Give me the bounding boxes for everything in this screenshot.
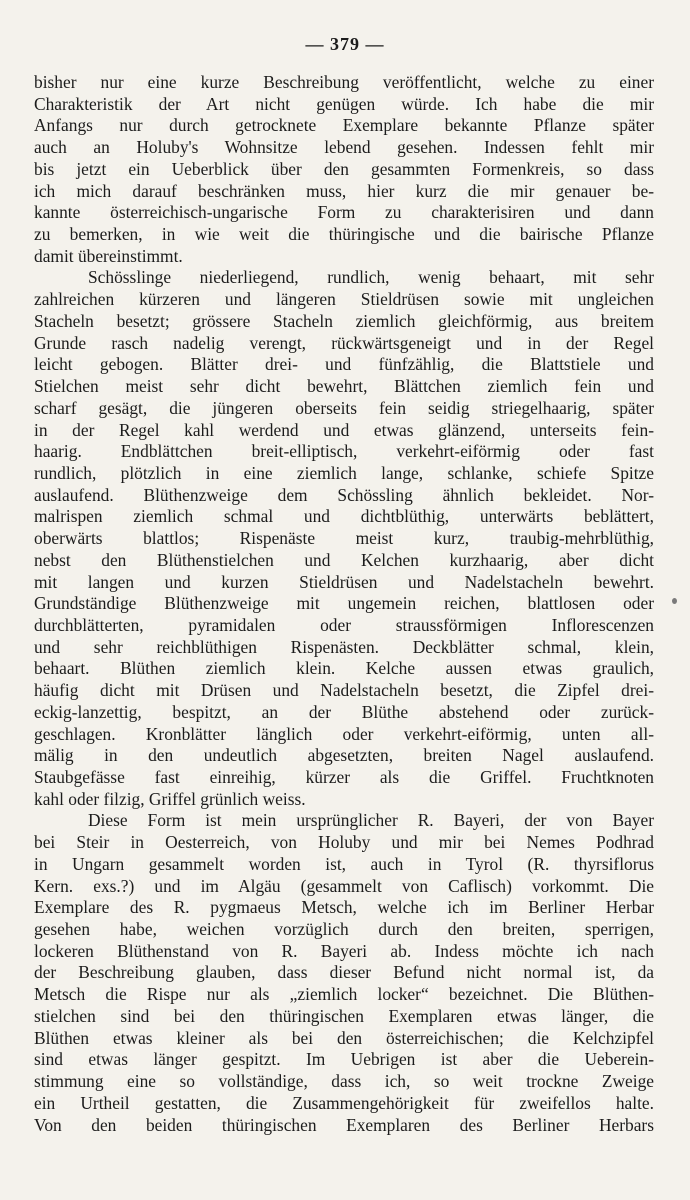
paragraph — [34, 72, 654, 267]
text-line: oberwärts blattlos; Rispenäste meist kurz, traubig-mehrblüthig, — [34, 528, 654, 549]
text-line: sind etwas länger gespitzt. Im Uebrigen ist aber die Ueberein- — [34, 1049, 654, 1070]
text-line: und sehr reichblüthigen Rispenästen. Deckblätter schmal, klein, — [34, 636, 654, 657]
text-line: Grundständige Blüthenzweige mit ungemein reichen, blattlosen oder — [34, 593, 654, 614]
text-line: rundlich, plötzlich in eine ziemlich lange, schlanke, schiefe Spitze — [34, 462, 654, 483]
text-line: Kern. exs.?) und im Algäu (gesammelt von Caflisch) vorkommt. Die — [34, 875, 654, 896]
text-line: Metsch die Rispe nur als „ziemlich locker“ bezeichnet. Die Blüthen- — [34, 984, 654, 1005]
text-line: Stielchen meist sehr dicht bewehrt, Blättchen ziemlich fein und — [34, 376, 654, 397]
text-line: Von den beiden thüringischen Exemplaren des Berliner Herbars — [34, 1114, 654, 1135]
text-line: geschlagen. Kronblätter länglich oder verkehrt-eiförmig, unten all- — [34, 723, 654, 744]
text-line: Exemplare des R. pygmaeus Metsch, welche ich im Berliner Herbar — [34, 897, 654, 918]
text-line: scharf gesägt, die jüngeren oberseits fein seidig striegelhaarig, später — [34, 397, 654, 418]
text-line: lockeren Blüthenstand von R. Bayeri ab. Indess möchte ich nach — [34, 940, 654, 961]
text-line: damit übereinstimmt. — [34, 245, 183, 266]
text-line: durchblätterten, pyramidalen oder straussförmigen Inflorescenzen — [34, 614, 654, 635]
text-line: mit langen und kurzen Stieldrüsen und Nadelstacheln bewehrt. — [34, 571, 654, 592]
text-line: in Ungarn gesammelt worden ist, auch in Tyrol (R. thyrsiflorus — [34, 853, 654, 874]
text-line: auslaufend. Blüthenzweige dem Schössling ähnlich bekleidet. Nor- — [34, 484, 654, 505]
text-line: Charakteristik der Art nicht genügen würde. Ich habe die mir — [34, 93, 654, 114]
text-line: haarig. Endblättchen breit-elliptisch, verkehrt-eiförmig oder fast — [34, 441, 654, 462]
text-line: stimmung eine so vollständige, dass ich, so weit trockne Zweige — [34, 1071, 654, 1092]
text-line: malrispen ziemlich schmal und dichtblüthig, unterwärts beblättert, — [34, 506, 654, 527]
text-line: Anfangs nur durch getrocknete Exemplare bekannte Pflanze später — [34, 115, 654, 136]
paragraph — [34, 810, 654, 1136]
text-line: Schösslinge niederliegend, rundlich, wenig behaart, mit sehr — [88, 267, 654, 288]
text-line: eckig-lanzettig, bespitzt, an der Blüthe abstehend oder zurück- — [34, 701, 654, 722]
text-line: Stacheln besetzt; grössere Stacheln ziemlich gleichförmig, aus breitem — [34, 310, 654, 331]
page-number: — 379 — — [305, 34, 385, 54]
text-line: zahlreichen kürzeren und längeren Stieldrüsen sowie mit ungleichen — [34, 289, 654, 310]
text-line: bei Steir in Oesterreich, von Holuby und mir bei Nemes Podhrad — [34, 832, 654, 853]
body-text — [34, 72, 654, 1136]
text-line: häufig dicht mit Drüsen und Nadelstacheln besetzt, die Zipfel drei- — [34, 680, 654, 701]
text-line: zu bemerken, in wie weit die thüringische und die bairische Pflanze — [34, 224, 654, 245]
text-line: der Beschreibung glauben, dass dieser Befund nicht normal ist, da — [34, 962, 654, 983]
text-line: nebst den Blüthenstielchen und Kelchen kurzhaarig, aber dicht — [34, 549, 654, 570]
paragraph — [34, 267, 654, 810]
text-line: Grunde rasch nadelig verengt, rückwärtsgeneigt und in der Regel — [34, 332, 654, 353]
text-line: behaart. Blüthen ziemlich klein. Kelche aussen etwas graulich, — [34, 658, 654, 679]
text-line: ein Urtheil gestatten, die Zusammengehörigkeit für zweifellos halte. — [34, 1092, 654, 1113]
text-line: Staubgefässe fast einreihig, kürzer als die Griffel. Fruchtknoten — [34, 767, 654, 787]
text-line: leicht gebogen. Blätter drei- und fünfzählig, die Blattstiele und — [34, 354, 654, 375]
text-line: bis jetzt ein Ueberblick über den gesammten Formenkreis, so dass — [34, 158, 654, 179]
text-line: Diese Form ist mein ursprünglicher R. Bayeri, der von Bayer — [88, 810, 654, 831]
text-line: in der Regel kahl werdend und etwas glänzend, unterseits fein- — [34, 419, 654, 440]
ink-speck — [672, 598, 677, 604]
text-line: stielchen sind bei den thüringischen Exemplaren etwas länger, die — [34, 1005, 654, 1026]
text-line: bisher nur eine kurze Beschreibung veröffentlicht, welche zu einer — [34, 72, 654, 92]
text-line: kahl oder filzig, Griffel grünlich weiss. — [34, 788, 306, 809]
text-line: ich mich darauf beschränken muss, hier kurz die mir genauer be- — [34, 180, 654, 201]
text-line: Blüthen etwas kleiner als bei den österreichischen; die Kelchzipfel — [34, 1027, 654, 1048]
text-line: kannte österreichisch-ungarische Form zu charakterisiren und dann — [34, 202, 654, 223]
text-line: mälig in den undeutlich abgesetzten, breiten Nagel auslaufend. — [34, 745, 654, 766]
text-line: gesehen habe, weichen vorzüglich durch den breiten, sperrigen, — [34, 919, 654, 940]
text-line: auch an Holuby's Wohnsitze lebend gesehen. Indessen fehlt mir — [34, 137, 654, 158]
